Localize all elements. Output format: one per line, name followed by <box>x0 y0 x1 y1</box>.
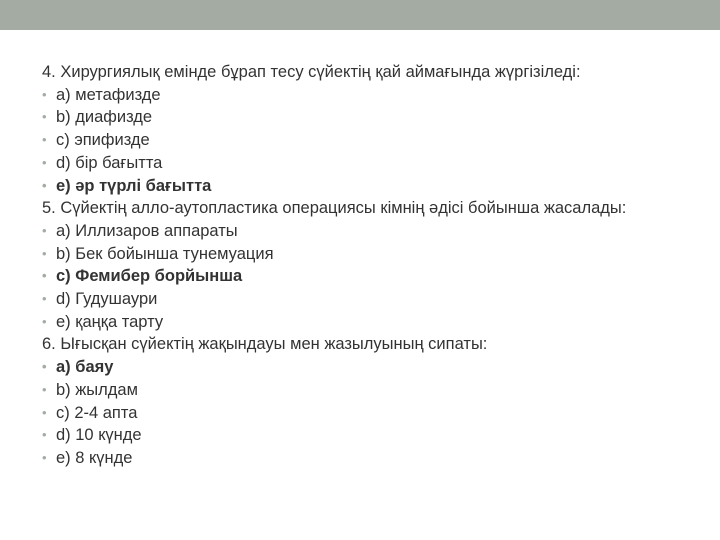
bullet-icon: • <box>42 381 47 397</box>
slide-content <box>42 61 692 470</box>
question-5: 5. Сүйектің алло-аутопластика операциясы кімнің әдісі бойынша жасалады: <box>42 199 627 218</box>
option-5c-correct: • c) Фемибер борйынша <box>42 265 692 288</box>
option-5b: • b) Бек бойынша тунемуация <box>42 243 692 266</box>
bullet-icon: • <box>42 132 47 148</box>
option-6a-correct: • а) баяу <box>42 356 692 379</box>
bullet-icon: • <box>42 427 47 443</box>
option-6e: • e) 8 күнде <box>42 447 692 470</box>
question-4: 4. Хирургиялық емінде бұрап тесу сүйектің қай аймағында жүргізіледі: <box>42 63 581 81</box>
bullet-icon: • <box>42 291 47 307</box>
bullet-icon: • <box>42 154 47 170</box>
bullet-icon: • <box>42 177 47 193</box>
bullet-icon: • <box>42 268 47 284</box>
option-4e-correct: • e) әр түрлі бағытта <box>42 175 692 198</box>
bullet-icon: • <box>42 359 47 375</box>
bullet-icon: • <box>42 86 47 102</box>
option-5a: • а) Иллизаров аппараты <box>42 220 692 243</box>
option-4a: • а) метафизде <box>42 84 692 107</box>
bullet-icon: • <box>42 449 47 465</box>
option-5d: • d) Гудушаури <box>42 288 692 311</box>
slide-header-band <box>0 0 720 30</box>
bullet-icon: • <box>42 109 47 125</box>
option-6b: • b) жылдам <box>42 379 692 402</box>
option-4d: • d) бір бағытта <box>42 152 692 175</box>
bullet-icon: • <box>42 404 47 420</box>
option-4c: • c) эпифизде <box>42 129 692 152</box>
option-5e: • e) қаңқа тарту <box>42 311 692 334</box>
bullet-icon: • <box>42 313 47 329</box>
option-4b: • b) диафизде <box>42 106 692 129</box>
bullet-icon: • <box>42 222 47 238</box>
bullet-icon: • <box>42 245 47 261</box>
option-6d: • d) 10 күнде <box>42 424 692 447</box>
question-6: 6. Ығысқан сүйектің жақындауы мен жазылуының сипаты: <box>42 335 488 354</box>
option-6c: • c) 2-4 апта <box>42 402 692 425</box>
